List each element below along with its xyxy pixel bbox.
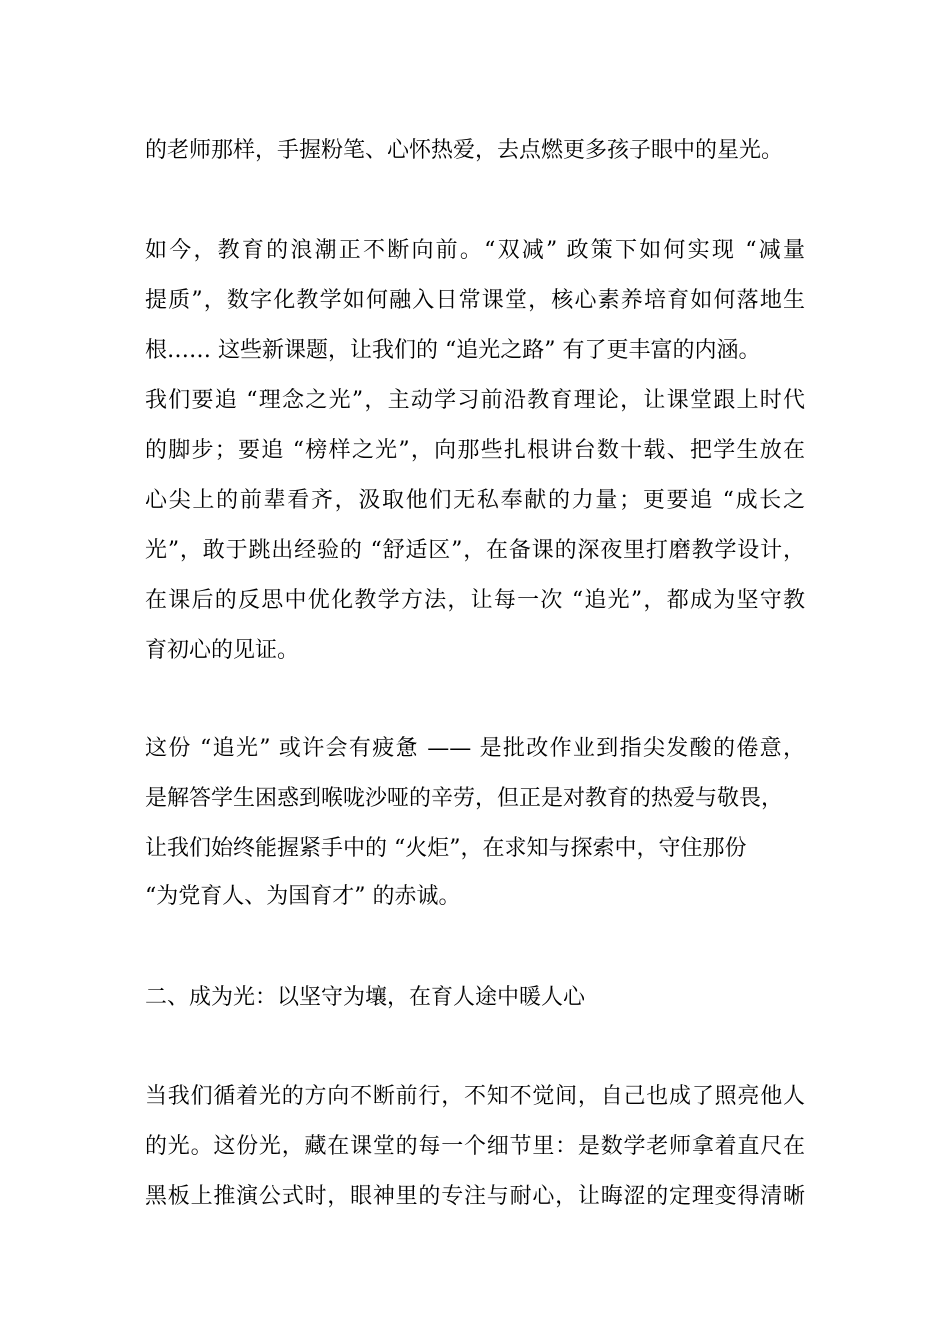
paragraph-2-line-2: 提质”，数字化教学如何融入日常课堂，核心素养培育如何落地生	[145, 288, 805, 313]
paragraph-3-line-3: 让我们始终能握紧手中的 “火炬”，在求知与探索中，守住那份	[145, 836, 747, 861]
paragraph-3-line-1: 这份 “追光” 或许会有疲惫 —— 是批改作业到指尖发酸的倦意，	[145, 736, 805, 761]
paragraph-5-line-1: 当我们循着光的方向不断前行，不知不觉间，自己也成了照亮他人	[145, 1084, 805, 1109]
paragraph-2-line-5: 的脚步；要追 “榜样之光”，向那些扎根讲台数十载、把学生放在	[145, 438, 805, 463]
section-heading: 二、成为光：以坚守为壤，在育人途中暖人心	[145, 985, 586, 1010]
paragraph-2-line-1: 如今，教育的浪潮正不断向前。“双减” 政策下如何实现 “减量	[145, 238, 805, 263]
paragraph-1-line-1: 的老师那样，手握粉笔、心怀热爱，去点燃更多孩子眼中的星光。	[145, 138, 784, 163]
paragraph-5-line-3: 黑板上推演公式时，眼神里的专注与耐心，让晦涩的定理变得清晰	[145, 1184, 805, 1209]
paragraph-3-line-4: “为党育人、为国育才” 的赤诚。	[145, 884, 461, 909]
paragraph-3-line-2: 是解答学生困惑到喉咙沙哑的辛劳，但正是对教育的热爱与敬畏，	[145, 786, 784, 811]
paragraph-2-line-7: 光”，敢于跳出经验的 “舒适区”，在备课的深夜里打磨教学设计，	[145, 538, 805, 563]
paragraph-2-line-9: 育初心的见证。	[145, 638, 300, 663]
paragraph-2-line-3: 根…… 这些新课题，让我们的 “追光之路” 有了更丰富的内涵。	[145, 338, 761, 363]
paragraph-2-line-8: 在课后的反思中优化教学方法，让每一次 “追光”，都成为坚守教	[145, 588, 805, 613]
paragraph-5-line-2: 的光。这份光，藏在课堂的每一个细节里：是数学老师拿着直尺在	[145, 1134, 805, 1159]
paragraph-2-line-4: 我们要追 “理念之光”，主动学习前沿教育理论，让课堂跟上时代	[145, 388, 805, 413]
paragraph-2-line-6: 心尖上的前辈看齐，汲取他们无私奉献的力量；更要追 “成长之	[145, 488, 805, 513]
